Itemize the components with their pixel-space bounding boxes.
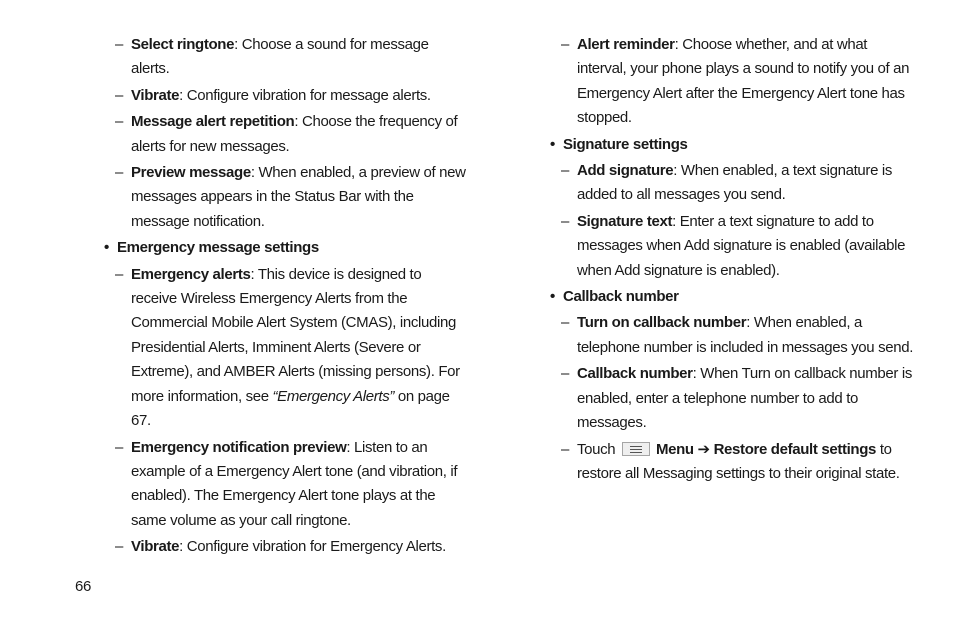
dash-marker: – bbox=[561, 365, 569, 383]
item-title: Vibrate bbox=[131, 86, 180, 104]
dash-marker: – bbox=[115, 36, 123, 53]
section-title: Emergency message settings bbox=[117, 239, 319, 257]
dash-marker: – bbox=[115, 113, 123, 131]
item-text: : Configure vibration for Emergency Alerts. bbox=[179, 538, 446, 556]
emergency-notification-preview-item bbox=[104, 436, 469, 534]
alert-reminder-item bbox=[550, 33, 920, 131]
item-title: Message alert repetition bbox=[131, 113, 295, 131]
dash-marker: – bbox=[115, 164, 123, 182]
dash-marker: – bbox=[561, 36, 569, 53]
dash-marker: – bbox=[561, 162, 569, 180]
arrow-icon: ➔ bbox=[697, 440, 710, 458]
restore-defaults-item bbox=[550, 438, 920, 487]
add-signature-item bbox=[550, 159, 920, 208]
item-title: Select ringtone bbox=[131, 36, 235, 53]
message-alert-repetition-item bbox=[104, 110, 469, 159]
dash-marker: – bbox=[115, 265, 123, 283]
emergency-message-settings-heading bbox=[104, 236, 469, 260]
vibrate-message-item bbox=[104, 84, 469, 108]
right-column bbox=[550, 33, 920, 488]
item-text: : When enabled, a text signature is added to all messages you send. bbox=[577, 162, 893, 204]
item-title: Add signature bbox=[577, 162, 674, 180]
item-text: : Choose a sound for message alerts. bbox=[131, 36, 429, 78]
callback-number-item bbox=[550, 362, 920, 435]
signature-settings-heading bbox=[550, 133, 920, 157]
item-title: Alert reminder bbox=[577, 36, 675, 53]
item-text: : Choose whether, and at what interval, your phone plays a sound to notify you of an Emergency Alert after the Emergency Alert tone has stopped. bbox=[577, 36, 910, 127]
item-text-after-link: on page 67. bbox=[131, 387, 450, 430]
item-text: : Enter a text signature to add to messages when Add signature is enabled (available when Add signature is enabled). bbox=[577, 212, 906, 279]
item-text: : Configure vibration for message alerts. bbox=[179, 86, 431, 104]
dash-marker: – bbox=[561, 314, 569, 332]
menu-icon bbox=[622, 442, 650, 456]
dash-marker: – bbox=[115, 538, 123, 556]
item-text: : Choose the frequency of alerts for new messages. bbox=[131, 113, 458, 155]
item-title: Signature text bbox=[577, 212, 673, 230]
item-title: Vibrate bbox=[131, 538, 180, 556]
item-title: Turn on callback number bbox=[577, 314, 747, 332]
bullet-marker: • bbox=[550, 288, 555, 306]
callback-number-heading bbox=[550, 285, 920, 309]
item-text: : When enabled, a telephone number is included in messages you send. bbox=[577, 314, 914, 356]
bullet-marker: • bbox=[104, 239, 109, 257]
item-text: : When Turn on callback number is enabled, enter a telephone number to add to messages. bbox=[577, 365, 913, 432]
emergency-alerts-item bbox=[104, 263, 469, 434]
emergency-alerts-link[interactable]: “Emergency Alerts” bbox=[272, 387, 395, 405]
preview-message-item bbox=[104, 161, 469, 234]
dash-marker: – bbox=[561, 212, 569, 230]
item-title: Emergency notification preview bbox=[131, 438, 347, 456]
section-title: Callback number bbox=[563, 288, 679, 306]
signature-text-item bbox=[550, 210, 920, 283]
touch-prefix: Touch bbox=[577, 440, 616, 458]
menu-label: Menu bbox=[655, 440, 694, 458]
section-title: Signature settings bbox=[563, 135, 688, 153]
dash-marker: – bbox=[115, 438, 123, 456]
item-text: : When enabled, a preview of new messages appears in the Status Bar with the message notification. bbox=[131, 164, 466, 230]
item-text: : This device is designed to receive Wireless Emergency Alerts from the Commercial Mobile Alert System (CMAS), including Presidential Alerts, Imminent Alerts (Severe or Extreme), and AMBER Alerts (missing persons). For more information, see bbox=[131, 265, 460, 405]
item-text: : Listen to an example of a Emergency Alert tone (and vibration, if enabled). The Emergency Alert tone plays at the same volume as your call ringtone. bbox=[131, 438, 458, 529]
select-ringtone-item bbox=[104, 33, 469, 82]
item-title: Preview message bbox=[131, 164, 251, 182]
turn-on-callback-number-item bbox=[550, 311, 920, 360]
restore-default-settings-label: Restore default settings bbox=[713, 440, 877, 458]
item-title: Emergency alerts bbox=[131, 265, 251, 283]
vibrate-emergency-item bbox=[104, 535, 469, 559]
item-title: Callback number bbox=[577, 365, 693, 383]
bullet-marker: • bbox=[550, 135, 555, 153]
page-number: 66 bbox=[75, 578, 92, 595]
dash-marker: – bbox=[115, 86, 123, 104]
dash-marker: – bbox=[561, 440, 569, 458]
left-column bbox=[104, 33, 469, 562]
item-text: to restore all Messaging settings to their original state. bbox=[577, 440, 900, 482]
